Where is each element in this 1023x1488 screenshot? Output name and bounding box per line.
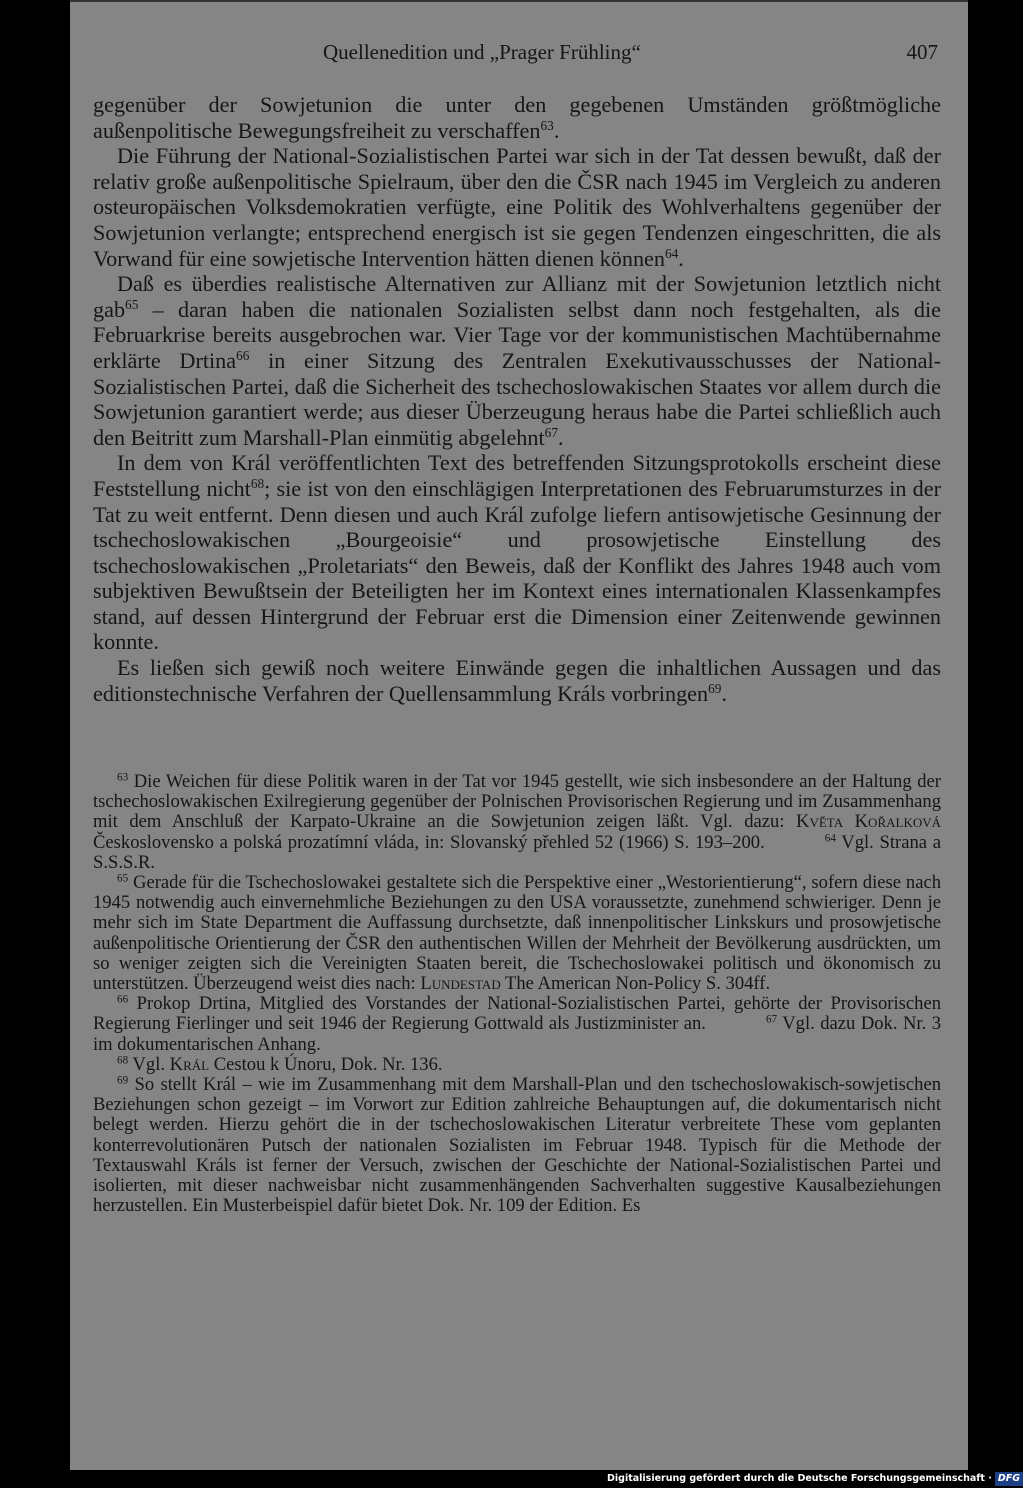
footnote-ref[interactable]: 69 bbox=[708, 680, 722, 696]
footnote-ref[interactable]: 63 bbox=[540, 117, 554, 133]
main-text bbox=[93, 92, 941, 706]
author-name: Lundestad bbox=[420, 973, 501, 995]
digitization-credit bbox=[607, 1472, 1021, 1486]
paragraph: Es ließen sich gewiß noch weitere Einwände gegen die inhaltlichen Aussagen und das editionstechnische Verfahren der Quellensammlung Králs vorbringen$^{69}$. bbox=[93, 655, 941, 706]
paragraph: Daß es überdies realistische Alternativen zur Allianz mit der Sowjetunion letztlich nicht gab$^{65}$ – daran haben die nationalen Sozialisten selbst dann noch festgehalten, als die Februarkrise bereits ausgebrochen war. Vier Tage vor der kommunistischen Machtübernahme erklärte Drtina$^{66}$ in einer Sitzung des Zentralen Exekutivausschusses der National-Sozialistischen Partei, daß die Sicherheit des tschechoslowakischen Staates vor allem durch die Sowjetunion garantiert werde; aus dieser Überzeugung heraus habe die Partei schließlich auch den Beitritt zum Marshall-Plan einmütig abgelehnt$^{67}$. bbox=[93, 271, 941, 450]
author-name: Květa Kořalková bbox=[796, 811, 942, 833]
footnote-number: 66 bbox=[117, 993, 129, 1006]
dfg-logo: DFG bbox=[995, 1472, 1023, 1486]
paragraph: Die Führung der National-Sozialistischen Partei war sich in der Tat dessen bewußt, daß der relativ große außenpolitische Spielraum, über den die ČSR nach 1945 im Vergleich zu anderen osteuropäischen Volksdemokratien verfügte, eine Politik des Wohlverhaltens gegenüber der Sowjetunion verlangte; entsprechend energisch ist sie gegen Tendenzen eingeschritten, die als Vorwand für eine sowjetische Intervention hätten dienen können$^{64}$. bbox=[93, 143, 941, 271]
footnote: $^{63}$ Die Weichen für diese Politik waren in der Tat vor 1945 gestellt, wie sich insbesondere an der Haltung der tschechoslowakischen Exilregierung gegenüber der Polnischen Provisorischen Regierung und im Zusammenhang mit dem Anschluß der Karpato-Ukraine an die Sowjetunion zeigen läßt. Vgl. dazu: Květa Kořalková Československo a polská prozatímní vláda, in: Slovanský přehled 52 (1966) S. 193–200. $^{64}$ Vgl. Strana a S.S.S.R. bbox=[93, 771, 942, 873]
footnote: $^{65}$ Gerade für die Tschechoslowakei gestaltete sich die Perspektive einer „Westorientierung“, sofern diese nach 1945 notwendig auch einvernehmliche Beziehungen zu den USA voraussetzte, zunehmend schwieriger. Denn je mehr sich im State Department die Auffassung durchsetzte, daß innenpolitischer Linkskurs und prosowjetische außenpolitische Orientierung der ČSR den authentischen Willen der Mehrheit der Bevölkerung ausdrückten, um so weniger zeigten sich die Vereinigten Staaten bereit, die Tschechoslowakei politisch und ökonomisch zu unterstützen. Überzeugend weist dies nach: Lundestad The American Non-Policy S. 304ff. bbox=[93, 872, 941, 995]
footnote: $^{68}$ Vgl. Král Cestou k Únoru, Dok. Nr. 136. bbox=[117, 1053, 443, 1075]
footnote-number: 65 bbox=[117, 872, 129, 885]
footnote-number: 64 bbox=[824, 831, 836, 844]
running-header bbox=[70, 40, 968, 70]
footnote: $^{69}$ So stellt Král – wie im Zusammenhang mit dem Marshall-Plan und den tschechoslowakisch-sowjetischen Beziehungen schon gezeigt – im Vorwort zur Edition zahlreiche Behauptungen auf, die dokumentarisch nicht belegt werden. Hierzu gehört die in der tschechoslowakischen Literatur verbreitete These vom geplanten konterrevolutionären Putsch der nationalen Sozialisten im Februar 1948. Typisch für die Methode der Textauswahl Králs ist ferner der Versuch, zwischen der Geschichte der National-Sozialistischen Partei und isolierten, mit dieser nachweisbar nicht zusammenhängenden Sachverhalten suggestive Kausalbeziehungen herzustellen. Ein Musterbeispiel dafür bietet Dok. Nr. 109 der Edition. Es bbox=[93, 1074, 941, 1217]
footnote-number: 63 bbox=[117, 771, 129, 784]
top-rule bbox=[70, 0, 968, 2]
footnotes bbox=[93, 772, 941, 1216]
footnote-number: 69 bbox=[117, 1074, 129, 1087]
paragraph: gegenüber der Sowjetunion die unter den gegebenen Umständen größtmögliche außenpolitische Bewegungsfreiheit zu verschaffen$^{63}$. bbox=[93, 92, 941, 143]
footnote-number: 67 bbox=[765, 1013, 778, 1026]
footnote-ref[interactable]: 64 bbox=[664, 245, 679, 261]
author-name: Král bbox=[169, 1053, 210, 1075]
running-title: Quellenedition und „Prager Frühling“ bbox=[323, 40, 641, 64]
footnote: $^{66}$ Prokop Drtina, Mitglied des Vorstandes der National-Sozialistischen Partei, gehörte der Provisorischen Regierung Fierlinger und seit 1946 der Regierung Gottwald als Justizminister an. $^{67}$ Vgl. dazu Dok. Nr. 3 im dokumentarischen Anhang. bbox=[93, 993, 941, 1055]
paragraph: In dem von Král veröffentlichten Text des betreffenden Sitzungsprotokolls erscheint diese Feststellung nicht$^{68}$; sie ist von den einschlägigen Interpretationen des Februarumsturzes in der Tat zu weit entfernt. Denn diesen und auch Král zufolge liefern antisowjetische Gesinnung der tschechoslowakischen „Bourgeoisie“ und prosowjetische Einstellung des tschechoslowakischen „Proletariats“ den Beweis, daß der Konflikt des Jahres 1948 auch vom subjektiven Bewußtsein der Beteiligten her im Kontext eines internationalen Klassenkampfes stand, auf dessen Hintergrund der Februar erst die Dimension einer Zeitenwende gewinnen konnte. bbox=[93, 450, 942, 655]
book-page bbox=[70, 0, 968, 1470]
page-number: 407 bbox=[906, 40, 938, 64]
footnote-ref[interactable]: 67 bbox=[544, 424, 558, 440]
footnote-ref[interactable]: 65 bbox=[125, 296, 139, 312]
footnote-ref[interactable]: 68 bbox=[250, 475, 265, 491]
footnote-ref[interactable]: 66 bbox=[236, 347, 250, 363]
footnote-number: 68 bbox=[117, 1054, 129, 1067]
credit-text: Digitalisierung gefördert durch die Deutsche Forschungsgemeinschaft · bbox=[607, 1473, 992, 1484]
